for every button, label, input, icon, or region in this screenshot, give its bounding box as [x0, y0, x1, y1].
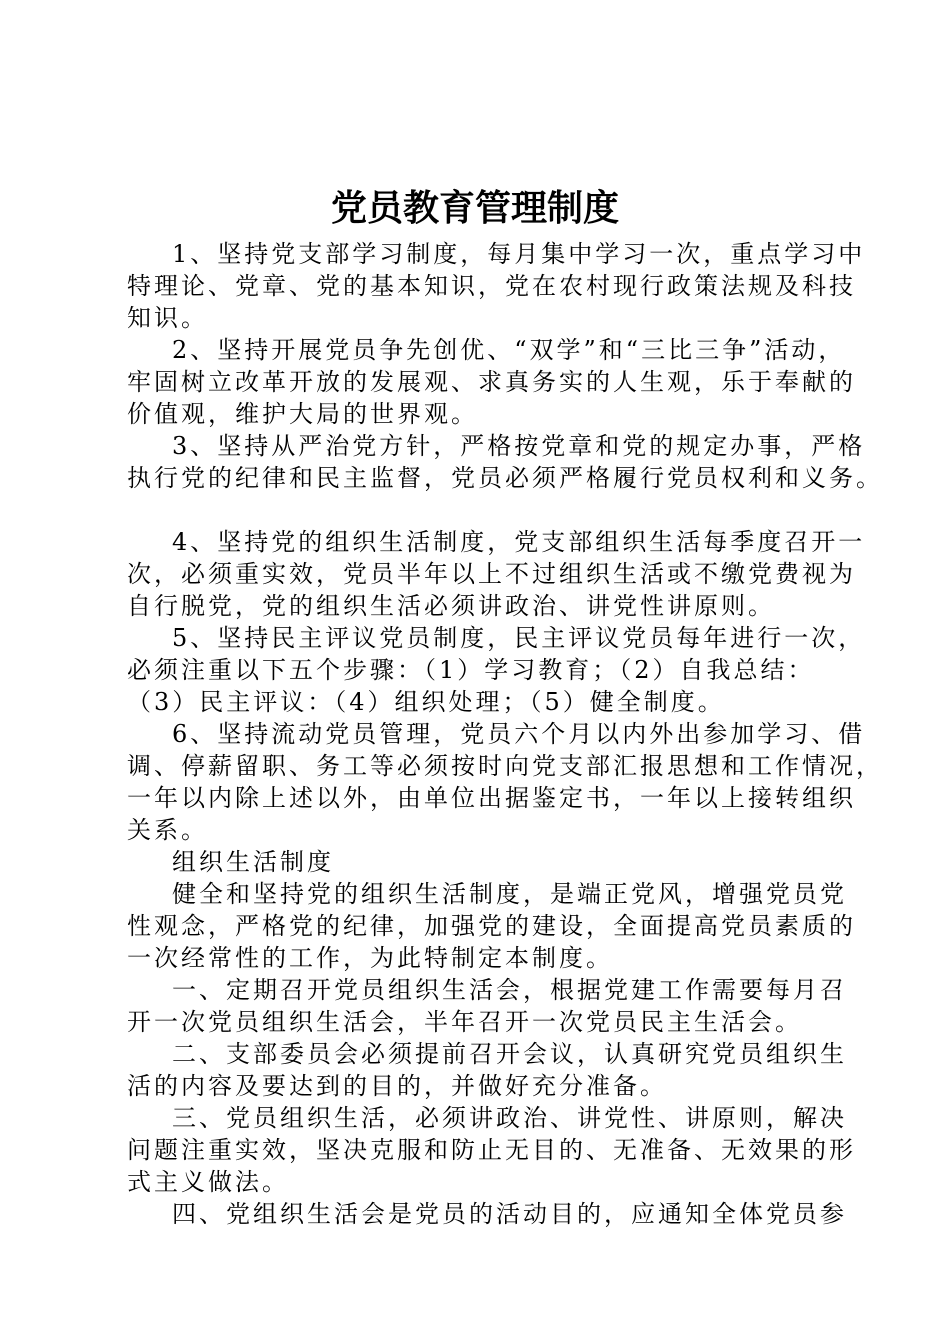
text-line: 性观念，严格党的纪律，加强党的建设，全面提高党员素质的 — [127, 912, 856, 940]
document-title: 党员教育管理制度 — [330, 187, 619, 229]
text-line: 6、坚持流动党员管理，党员六个月以内外出参加学习、借 — [172, 720, 866, 748]
text-line: 1、坚持党支部学习制度，每月集中学习一次，重点学习中 — [172, 240, 866, 268]
text-line: 执行党的纪律和民主监督，党员必须严格履行党员权利和义务。 — [127, 464, 883, 492]
text-line: 特理论、党章、党的基本知识，党在农村现行政策法规及科技 — [127, 272, 856, 300]
text-line: 四、党组织生活会是党员的活动目的，应通知全体党员参 — [172, 1200, 847, 1228]
text-line: 关系。 — [127, 816, 208, 844]
text-line: 开一次党员组织生活会，半年召开一次党员民主生活会。 — [127, 1008, 802, 1036]
text-line: 牢固树立改革开放的发展观、求真务实的人生观，乐于奉献的 — [127, 368, 856, 396]
text-line: 5、坚持民主评议党员制度，民主评议党员每年进行一次， — [172, 624, 866, 652]
text-line: 一、定期召开党员组织生活会，根据党建工作需要每月召 — [172, 976, 847, 1004]
text-line: 4、坚持党的组织生活制度，党支部组织生活每季度召开一 — [172, 528, 866, 556]
text-line: 三、党员组织生活，必须讲政治、讲党性、讲原则，解决 — [172, 1104, 847, 1132]
text-line: 一年以内除上述以外，由单位出据鉴定书，一年以上接转组织 — [127, 784, 856, 812]
text-line: 调、停薪留职、务工等必须按时向党支部汇报思想和工作情况， — [127, 752, 883, 780]
text-line: 自行脱党，党的组织生活必须讲政治、讲党性讲原则。 — [127, 592, 775, 620]
text-line: 知识。 — [127, 304, 208, 332]
text-line: 必须注重以下五个步骤：（1）学习教育；（2）自我总结： — [127, 656, 815, 684]
text-line: 二、支部委员会必须提前召开会议，认真研究党员组织生 — [172, 1040, 847, 1068]
text-line: 价值观，维护大局的世界观。 — [127, 400, 478, 428]
text-line: 活的内容及要达到的目的，并做好充分准备。 — [127, 1072, 667, 1100]
section-heading: 组织生活制度 — [172, 848, 334, 876]
text-line: 式主义做法。 — [127, 1168, 289, 1196]
text-line: 3、坚持从严治党方针，严格按党章和党的规定办事，严格 — [172, 432, 866, 460]
text-line: 健全和坚持党的组织生活制度，是端正党风，增强党员党 — [172, 880, 847, 908]
text-line: 次，必须重实效，党员半年以上不过组织生活或不缴党费视为 — [127, 560, 856, 588]
text-line: 一次经常性的工作，为此特制定本制度。 — [127, 944, 613, 972]
text-line: （3）民主评议：（4）组织处理；（5）健全制度。 — [127, 688, 725, 716]
text-line: 2、坚持开展党员争先创优、“双学”和“三比三争”活动， — [172, 336, 846, 364]
text-line: 问题注重实效，坚决克服和防止无目的、无准备、无效果的形 — [127, 1136, 856, 1164]
